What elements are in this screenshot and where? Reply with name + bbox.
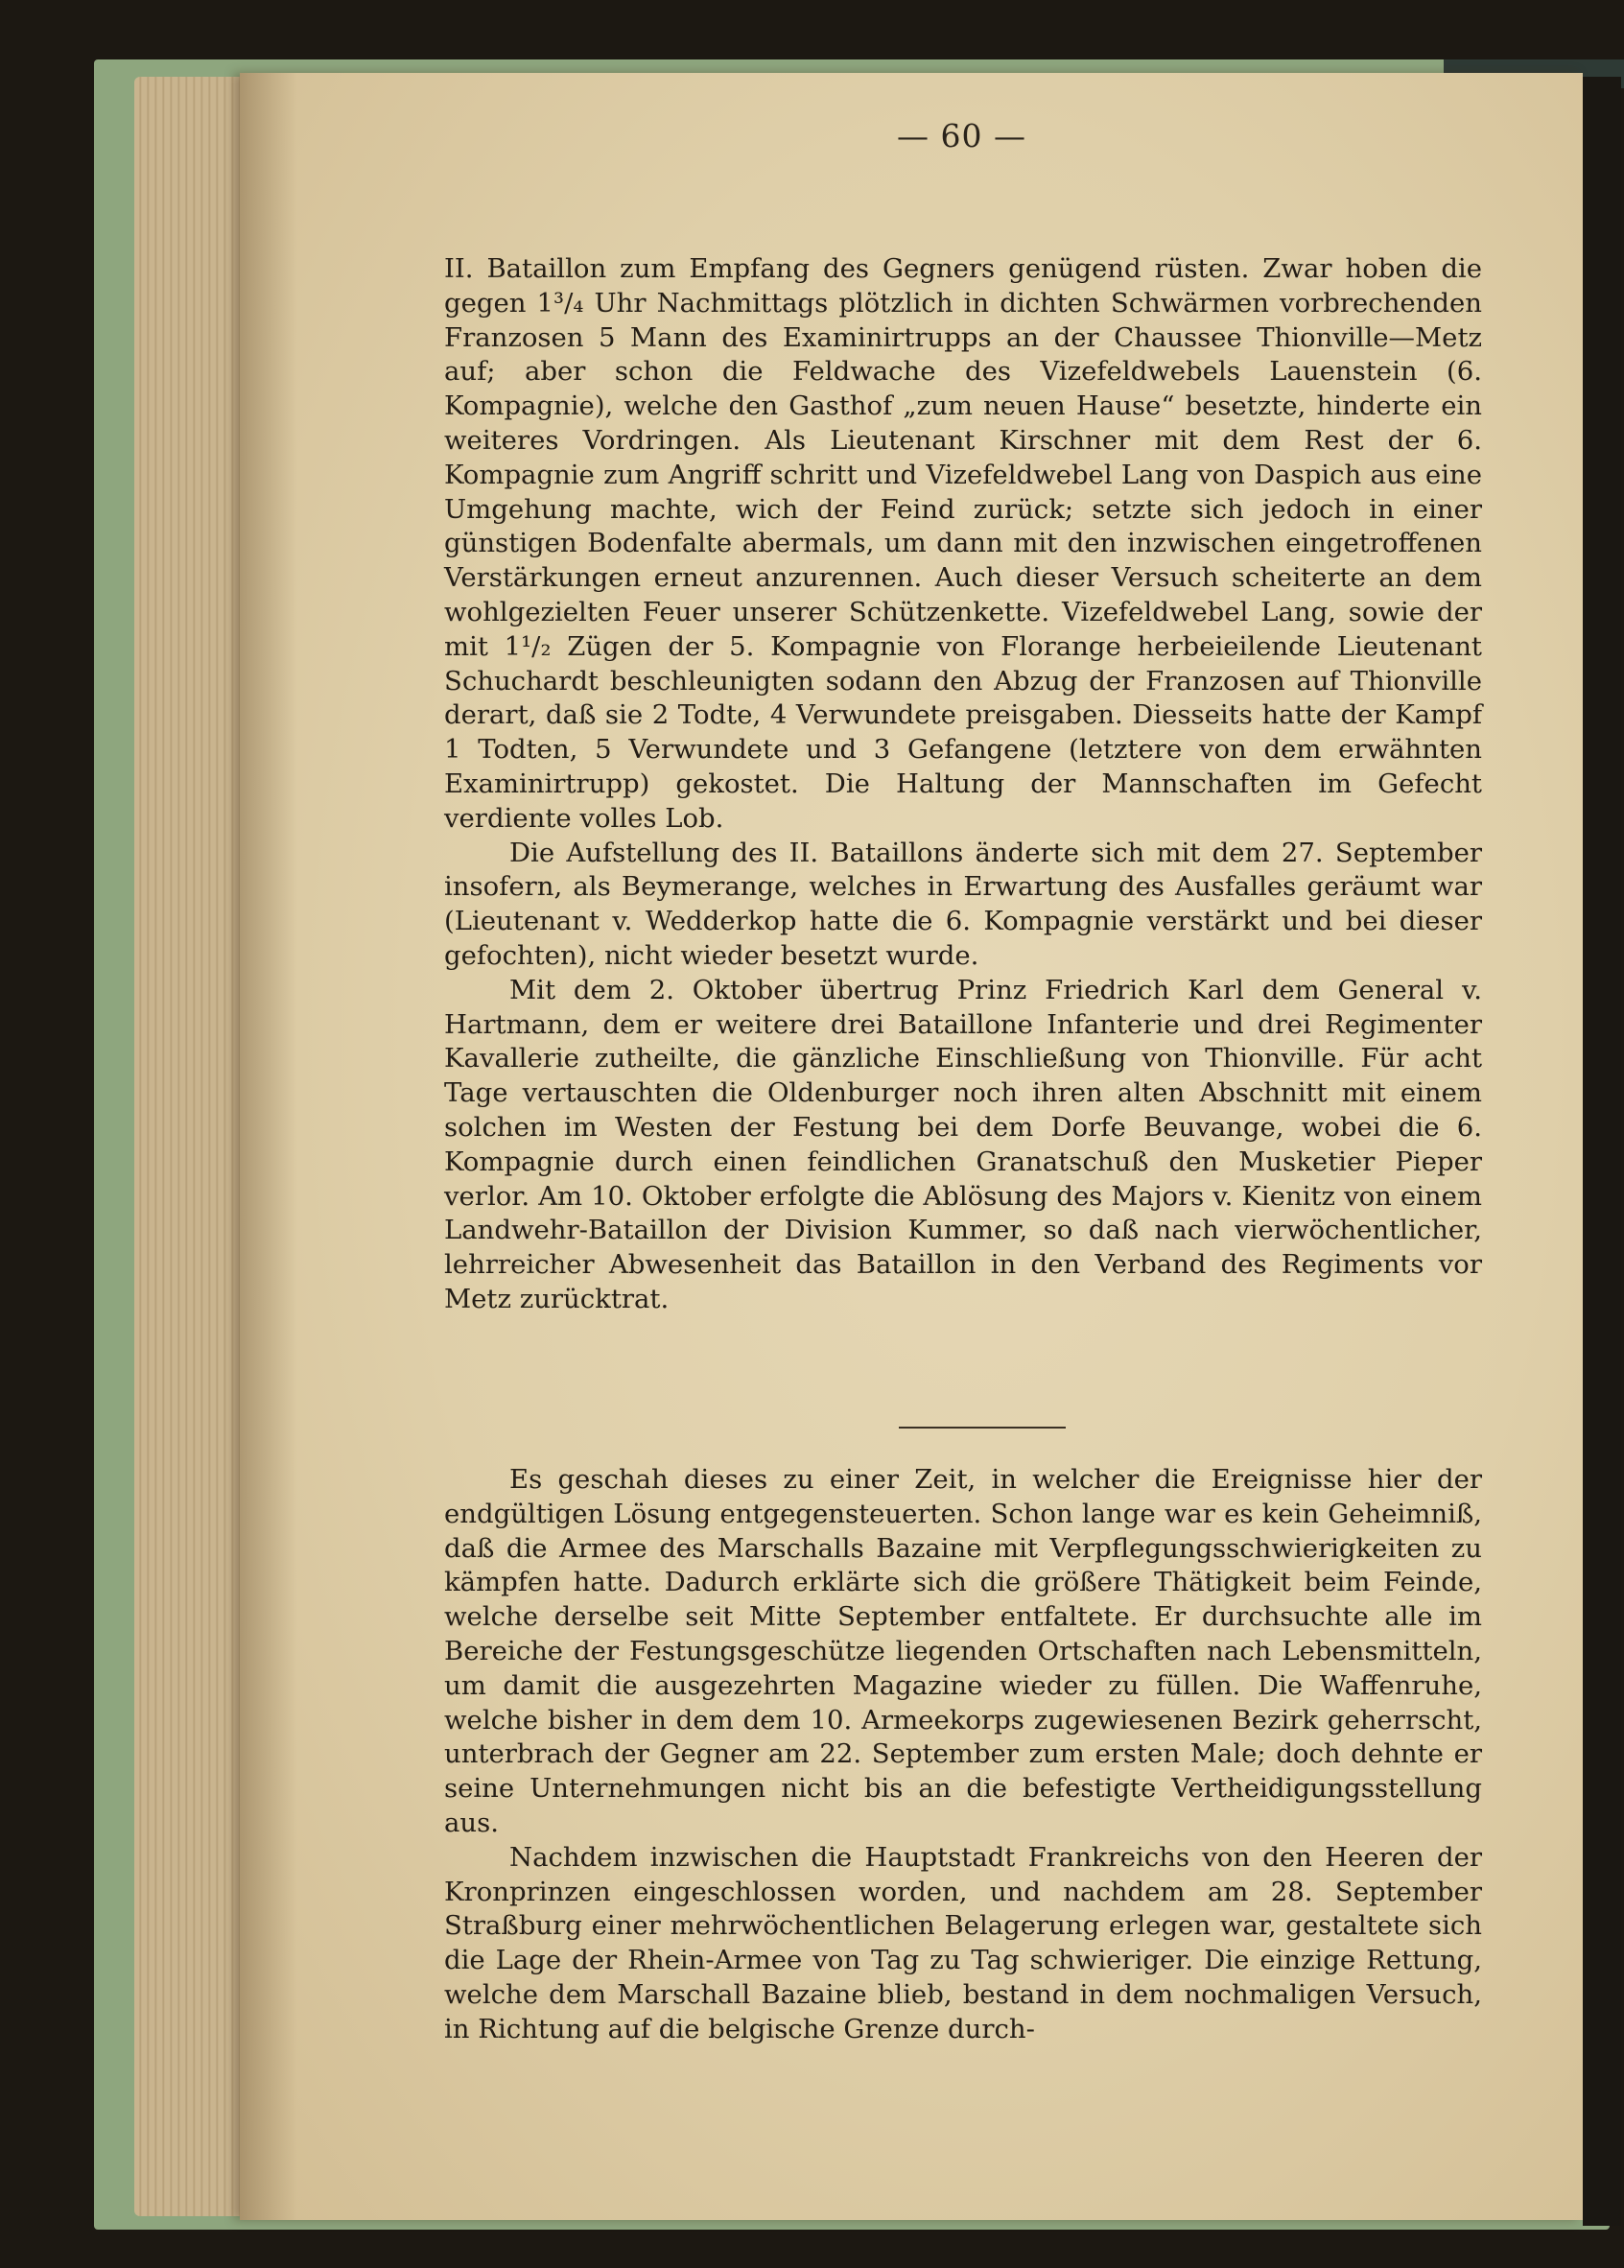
paragraph-ereignisse: Es geschah dieses zu einer Zeit, in welcher die Ereignisse hier der endgültigen Lösung entgegensteuerten. Schon lange war es kein Geheimniß, daß die Armee des Marschalls Bazaine mit Verpflegungsschwierigkeiten zu kämpfen hatte. Dadurch erklärte sich die größere Thätigkeit beim Feinde, welche derselbe seit Mitte September entfaltete. Er durchsuchte alle im Bereiche der Festungsgeschütze liegenden Ortschaften nach Lebensmitteln, um damit die ausgezehrten Magazine wieder zu füllen. Die Waffenruhe, welche bisher in dem dem 10. Armeekorps zugewiesenen Bezirk geherrscht, unterbrach der Gegner am 22. September zum ersten Male; doch dehnte er seine Unternehmungen nicht bis an die befestigte Vertheidigungsstellung aus.: [444, 1464, 1482, 1838]
paragraph-continuation: II. Bataillon zum Empfang des Gegners genügend rüsten. Zwar hoben die gegen 1³/₄ Uhr Nachmittags plötzlich in dichten Schwärmen vorbrechenden Franzosen 5 Mann des Examinirtrupps an der Chaussee Thionville—Metz auf; aber schon die Feldwache des Vizefeldwebels Lauenstein (6. Kompagnie), welche den Gasthof „zum neuen Hause“ besetzte, hinderte ein weiteres Vordringen. Als Lieutenant Kirschner mit dem Rest der 6. Kompagnie zum Angriff schritt und Vizefeldwebel Lang von Daspich aus eine Umgehung machte, wich der Feind zurück; setzte sich jedoch in einer günstigen Bodenfalte abermals, um dann mit den inzwischen eingetroffenen Verstärkungen erneut anzurennen. Auch dieser Versuch scheiterte an dem wohlgezielten Feuer unserer Schützenkette. Vizefeldwebel Lang, sowie der mit 1¹/₂ Zügen der 5. Kompagnie von Florange herbeieilende Lieutenant Schuchardt beschleunigten sodann den Abzug der Franzosen auf Thionville derart, daß sie 2 Todte, 4 Verwundete preisgaben. Diesseits hatte der Kampf 1 Todten, 5 Verwundete und 3 Gefangene (letztere von dem erwähnten Examinirtrupp) gekostet. Die Haltung der Mannschaften im Gefecht verdiente volles Lob.: [444, 253, 1482, 834]
section-divider-rule: [899, 1427, 1066, 1429]
gutter-shadow: [240, 73, 297, 2220]
paragraph-oktober: Mit dem 2. Oktober übertrug Prinz Friedrich Karl dem General v. Hartmann, dem er weitere drei Bataillone Infanterie und drei Regimenter Kavallerie zutheilte, die gänzliche Einschließung von Thionville. Für acht Tage vertauschten die Oldenburger noch ihren alten Abschnitt mit einem solchen im Westen der Festung bei dem Dorfe Beuvange, wobei die 6. Kompagnie durch einen feindlichen Granatschuß den Musketier Pieper verlor. Am 10. Oktober erfolgte die Ablösung des Majors v. Kienitz von einem Landwehr-Bataillon der Division Kummer, so daß nach vierwöchentlicher, lehrreicher Abwesenheit das Bataillon in den Verband des Regiments vor Metz zurücktrat.: [444, 974, 1482, 1314]
right-background-strip: [1583, 77, 1621, 2226]
section-bottom-text: [444, 1463, 1482, 2047]
paragraph-aufstellung: Die Aufstellung des II. Bataillons änderte sich mit dem 27. September insofern, als Beymerange, welches in Erwartung des Ausfalles geräumt war (Lieutenant v. Wedderkop hatte die 6. Kompagnie verstärkt und bei dieser gefochten), nicht wieder besetzt wurde.: [444, 837, 1482, 971]
section-top-text: [444, 252, 1482, 1317]
paragraph-hauptstadt: Nachdem inzwischen die Hauptstadt Frankreichs von den Heeren der Kronprinzen eingeschlossen worden, und nachdem am 28. September Straßburg einer mehrwöchentlichen Belagerung erlegen war, gestaltete sich die Lage der Rhein-Armee von Tag zu Tag schwieriger. Die einzige Rettung, welche dem Marschall Bazaine blieb, bestand in dem nochmaligen Versuch, in Richtung auf die belgische Grenze durch-: [444, 1841, 1482, 2044]
page-number: — 60 —: [897, 117, 1026, 154]
